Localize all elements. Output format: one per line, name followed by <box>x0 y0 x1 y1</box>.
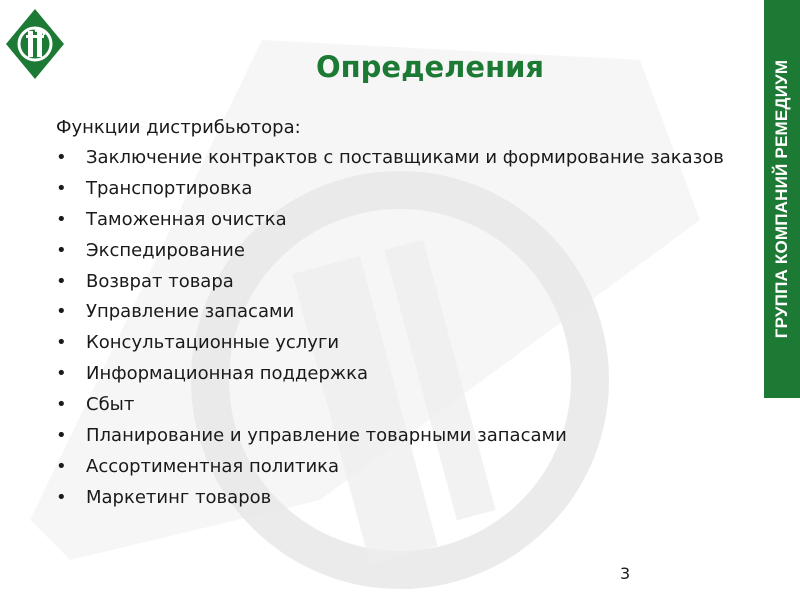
bullet-dot: • <box>56 425 67 447</box>
list-item <box>56 455 756 480</box>
list-item <box>56 362 756 387</box>
bullet-dot: • <box>56 208 67 230</box>
side-brand-band <box>764 0 800 398</box>
list-item <box>56 270 756 295</box>
list-item-text: Экспедирование <box>86 239 245 261</box>
list-item <box>56 177 756 202</box>
intro-text: Функции дистрибьютора: <box>56 117 301 138</box>
bullet-dot: • <box>56 394 67 416</box>
list-item <box>56 331 756 356</box>
company-logo-icon <box>4 7 66 81</box>
page-number: 3 <box>620 564 631 583</box>
list-item-text: Заключение контрактов с поставщиками и формирование заказов <box>86 147 724 168</box>
list-item-text: Управление запасами <box>86 301 295 323</box>
bullet-dot: • <box>56 363 67 385</box>
list-item-text: Транспортировка <box>86 177 253 199</box>
bullet-dot: • <box>56 301 67 323</box>
side-band-label: ГРУППА КОМПАНИЙ РЕМЕДИУМ <box>772 59 791 339</box>
list-item-text: Возврат товара <box>86 270 234 292</box>
bullet-dot: • <box>56 147 67 168</box>
list-item <box>56 486 756 511</box>
list-item <box>56 393 756 418</box>
bullet-dot: • <box>56 332 67 354</box>
bullet-dot: • <box>56 270 67 292</box>
list-item-text: Таможенная очистка <box>86 208 287 230</box>
list-item <box>56 300 756 325</box>
list-item-text: Информационная поддержка <box>86 363 369 385</box>
bullet-dot: • <box>56 177 67 199</box>
bullet-dot: • <box>56 239 67 261</box>
list-item <box>56 424 756 449</box>
bullet-list <box>56 146 756 517</box>
list-item-text: Сбыт <box>86 394 135 416</box>
list-item-text: Маркетинг товаров <box>86 486 272 508</box>
list-item <box>56 146 756 171</box>
slide-title: Определения <box>315 50 545 84</box>
bullet-dot: • <box>56 455 67 477</box>
list-item <box>56 239 756 264</box>
list-item-text: Консультационные услуги <box>86 332 340 354</box>
bullet-dot: • <box>56 486 67 508</box>
list-item-text: Ассортиментная политика <box>86 455 340 477</box>
list-item-text: Планирование и управление товарными запасами <box>86 425 567 447</box>
list-item <box>56 208 756 233</box>
